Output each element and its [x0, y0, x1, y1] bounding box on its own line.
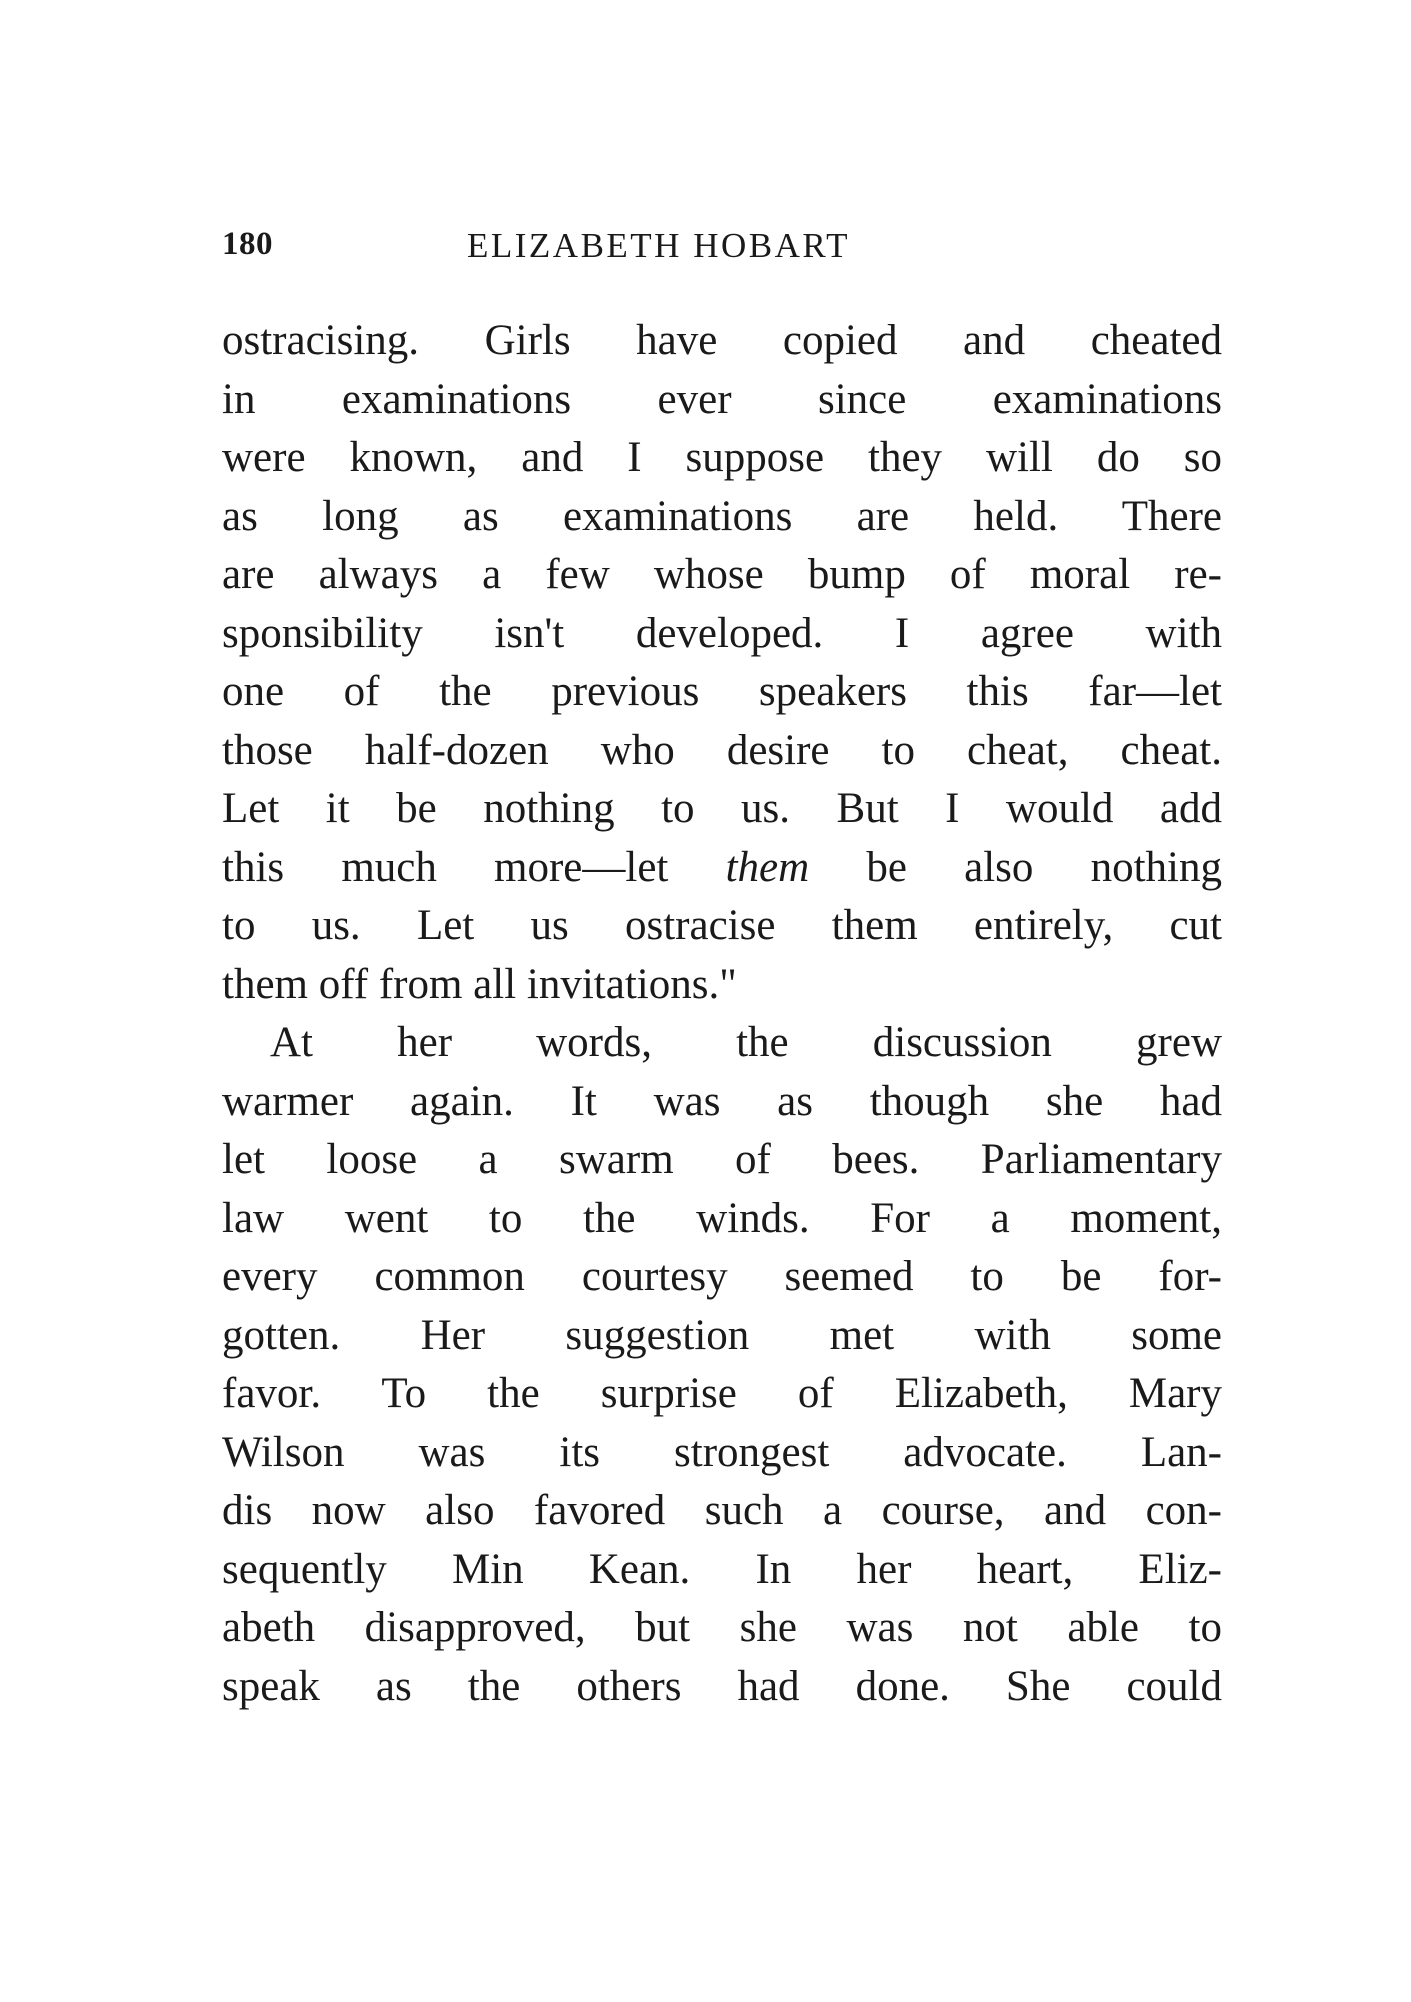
text-line: were known, and I suppose they will do so	[222, 434, 1222, 481]
running-head	[222, 226, 1222, 276]
text-line: Wilson was its strongest advocate. Lan-	[222, 1428, 1222, 1476]
text-line: to us. Let us ostracise them entirely, cut	[222, 902, 1222, 949]
text-line: them off from all invitations."	[222, 960, 737, 1008]
text-line: favor. To the surprise of Elizabeth, Mary	[222, 1370, 1222, 1417]
text-line: speak as the others had done. She could	[222, 1662, 1222, 1710]
page-number: 180	[222, 226, 273, 262]
text-line: warmer again. It was as though she had	[222, 1077, 1222, 1125]
text-line: in examinations ever since examinations	[222, 375, 1222, 423]
body-text	[222, 312, 1222, 1716]
text-line: dis now also favored such a course, and con-	[222, 1487, 1222, 1534]
text-segment: be also nothing	[809, 843, 1222, 891]
text-line: law went to the winds. For a moment,	[222, 1194, 1222, 1242]
text-line: as long as examinations are held. There	[222, 492, 1222, 540]
text-line: are always a few whose bump of moral re-	[222, 551, 1222, 598]
text-line: sequently Min Kean. In her heart, Eliz-	[222, 1545, 1222, 1593]
text-line: ostracising. Girls have copied and cheated	[222, 317, 1222, 364]
text-line: abeth disapproved, but she was not able to	[222, 1604, 1222, 1651]
text-line: Let it be nothing to us. But I would add	[222, 785, 1222, 832]
text-line: let loose a swarm of bees. Parliamentary	[222, 1136, 1222, 1183]
text-line: sponsibility isn't developed. I agree with	[222, 609, 1222, 657]
text-line: every common courtesy seemed to be for-	[222, 1253, 1222, 1300]
paragraph-1	[222, 312, 1222, 1014]
text-line: gotten. Her suggestion met with some	[222, 1311, 1222, 1359]
text-line: one of the previous speakers this far—let	[222, 668, 1222, 715]
text-line	[222, 839, 1222, 898]
text-line: At her words, the discussion grew	[270, 1019, 1222, 1066]
text-segment: this much more—let	[222, 843, 726, 891]
text-line: those half-dozen who desire to cheat, cheat.	[222, 726, 1222, 774]
running-title: ELIZABETH HOBART	[467, 226, 850, 265]
italic-emphasis: them	[725, 843, 810, 891]
paragraph-2	[222, 1014, 1222, 1716]
